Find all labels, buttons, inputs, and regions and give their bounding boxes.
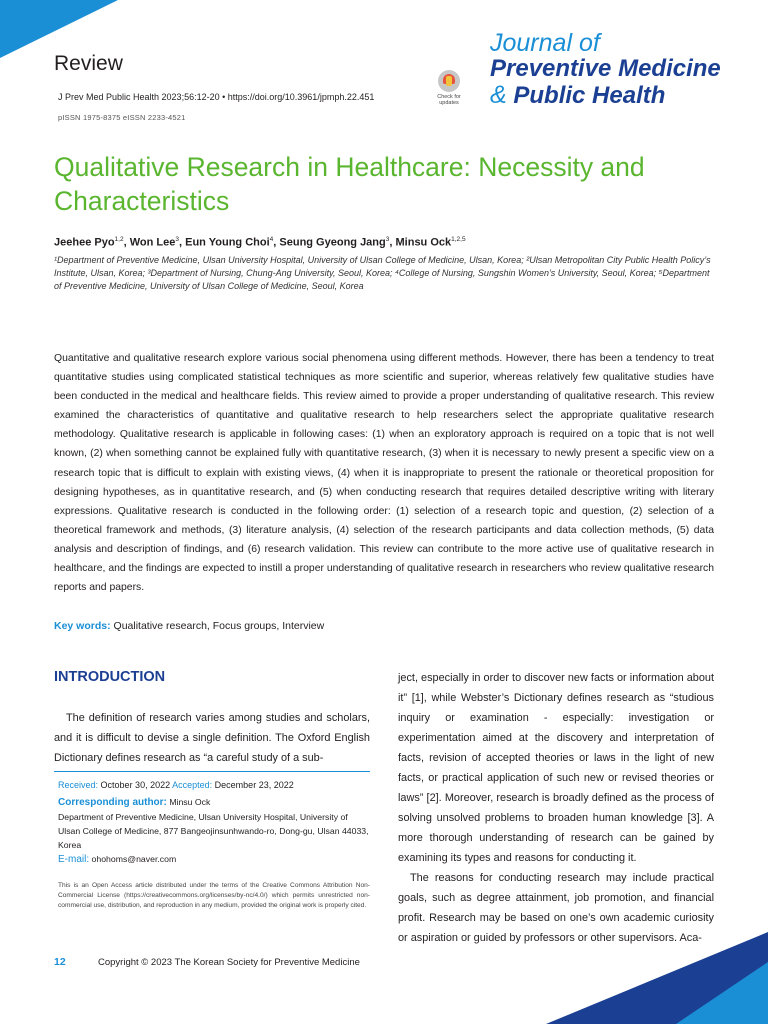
email-link[interactable]: ohohoms@naver.com [91,854,177,864]
corresponding-author-address: Department of Preventive Medicine, Ulsan University Hospital, University of Ulsan College of Medicine, 877 Bangeojinsunhwando-ro, Dong-gu, Ulsan 44033, Korea [58,812,369,850]
issn: pISSN 1975-8375 eISSN 2233-4521 [58,113,186,122]
keywords-label: Key words: [54,620,111,632]
author-affiliation-marker: 1,2 [114,236,124,243]
email-label: E-mail: [58,854,90,865]
accepted-label: Accepted: [172,780,213,790]
author-name: Minsu Ock [395,236,452,249]
article-type: Review [54,52,123,75]
journal-logo [490,30,721,109]
author-affiliation-marker: 1,2,5 [451,236,466,243]
check-for-updates-label: Check for updates [437,94,461,106]
author-name: Jeehee Pyo [54,236,115,249]
received-label: Received: [58,780,99,790]
journal-line3: Public Health [513,82,666,109]
corresponding-author-block [58,795,370,867]
journal-line2: Preventive Medicine [490,55,721,82]
abstract: Quantitative and qualitative research explore various social phenomena using different methods. However, there has been a tendency to treat quantitative studies using complicated statistical techniques as more scientific and superior, whereas relatively few qualitative studies have been conducted in the medical and healthcare fields. This review aimed to provide a proper understanding of qualitative research. This review examined the characteristics of quantitative and qualitative research to help researchers select the appropriate qualitative research methodology. Qualitative research is applicable in following cases: (1) when an exploratory approach is required on a topic that is not well known, (2) when something cannot be explained fully with quantitative research, (3) when it is necessary to newly present a specific view on a research topic that is difficult to explain with existing views, (4) when it is inappropriate to present the rationale or theoretical proposition for designing hypotheses, as in quantitative research, and (5) when conducting research that requires detailed descriptive writing with literary expressions. Qualitative research is conducted in the following order: (1) selection of a research topic and question, (2) selection of a theoretical framework and methods, (3) literature analysis, (4) selection of the research participants and data collection methods, (5) data analysis and description of findings, and (6) research validation. This review can contribute to the more active use of qualitative research in healthcare, and the findings are expected to instill a proper understanding of qualitative research in researchers who review qualitative research reports and papers. [54,353,714,594]
section-heading-introduction: INTRODUCTION [54,669,166,685]
intro-paragraph-2: The reasons for conducting research may include practical goals, such as degree attainment, job promotion, and financial profit. Research may be based on one’s own academic curiosity or aspiration or guided by professors or other supervisors. Aca- [398,872,714,944]
intro-paragraph-1: The definition of research varies among studies and scholars, and it is difficult to devise a single definition. The Oxford English Dictionary defines research as “a careful study of a sub- [54,712,370,764]
keywords-list: Qualitative research, Focus groups, Interview [113,620,325,632]
received-date: October 30, 2022 [100,780,171,790]
corresponding-author-label: Corresponding author: [58,797,167,808]
author-affiliation-marker: 3 [385,236,390,243]
copyright: Copyright © 2023 The Korean Society for Preventive Medicine [98,957,360,968]
author-list: Jeehee Pyo$^{1,2}$, Won Lee$^3$, Eun Young Choi$^4$, Seung Gyeong Jang$^3$, Minsu Ock$^{1,2,5}$ [54,236,466,249]
author-affiliation-marker: 3 [175,236,179,243]
article-title: Qualitative Research in Healthcare: Necessity and Characteristics [54,152,645,216]
author-name: Eun Young Choi [185,236,270,249]
footnote-divider [54,771,370,772]
page-number: 12 [54,956,66,968]
author-name: Won Lee [129,236,176,249]
corner-decoration-top [0,0,118,58]
keywords [54,620,324,632]
crossmark-icon [438,70,460,92]
author-name: Seung Gyeong Jang [279,236,386,249]
journal-ampersand: & [490,81,507,109]
corner-decoration-bottom-inner [676,962,768,1024]
author-affiliation-marker: 4 [269,236,274,243]
affiliations: ¹Department of Preventive Medicine, Ulsan University Hospital, University of Ulsan College of Medicine, Ulsan, Korea; ²Ulsan Metropolitan City Public Health Policy’s Institute, Ulsan, Korea; ³Department of Nursing, Chung-Ang University, Seoul, Korea; ⁴College of Nursing, Sungshin Women’s University, Seoul, Korea; ⁵Department of Preventive Medicine, University of Ulsan College of Medicine, Seoul, Korea [54,255,711,291]
journal-line1: Journal of [490,29,600,57]
corresponding-author-name: Minsu Ock [169,797,211,807]
intro-column-2 [398,668,714,948]
citation-doi[interactable]: J Prev Med Public Health 2023;56:12-20 • https://doi.org/10.3961/jpmph.22.451 [58,92,375,102]
received-accepted-dates [58,780,294,790]
intro-paragraph-1-continued: ject, especially in order to discover new facts or information about it” [1], while Webster’s Dictionary defines research as “studious inquiry or examination - especially: investigation or experimentation aimed at the discovery and interpretation of facts, revision of accepted theories or laws in the light of new facts, or practical application of such new or revised theories or laws” [2]. Moreover, research is broadly defined as the process of solving unsolved problems to broaden human knowledge [3]. A more thorough understanding of research can be gained by examining its types and reasons for conducting it. [398,672,714,864]
check-for-updates-badge[interactable] [430,70,468,108]
accepted-date: December 23, 2022 [214,780,294,790]
license-statement: This is an Open Access article distributed under the terms of the Creative Commons Attribution Non-Commercial License (https://creativecommons.org/licenses/by-nc/4.0/) which permits unrestricted non-commercial use, distribution, and reproduction in any medium, provided the original work is properly cited. [58,882,370,909]
